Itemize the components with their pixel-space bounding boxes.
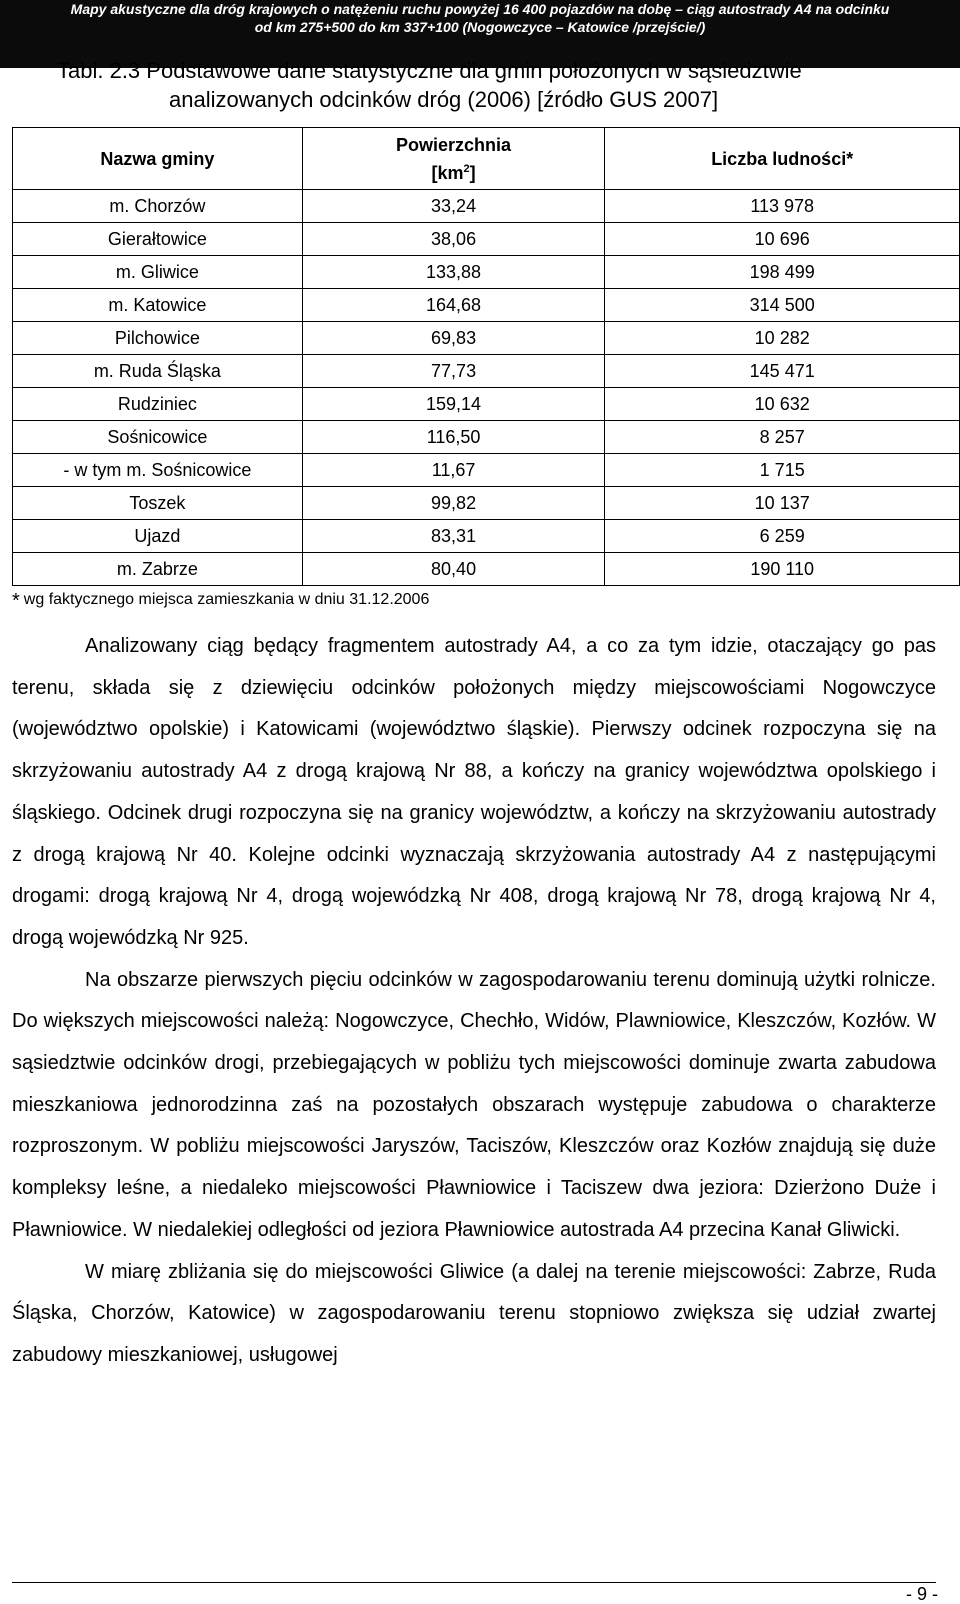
- cell-area: 11,67: [302, 454, 605, 487]
- cell-area: 80,40: [302, 553, 605, 586]
- table-row: [13, 190, 960, 223]
- body-text: [12, 626, 936, 1377]
- header-area: [302, 128, 605, 190]
- cell-area: 116,50: [302, 421, 605, 454]
- cell-population: 113 978: [605, 190, 960, 223]
- header-line-1: Mapy akustyczne dla dróg krajowych o natężeniu ruchu powyżej 16 400 pojazdów na dobę – ciąg autostrady A4 na odcinku: [70, 1, 890, 17]
- caption-line-1: Tabl. 2.3 Podstawowe dane statystyczne dla gmin położonych w sąsiedztwie: [57, 58, 802, 83]
- table-row: [13, 421, 960, 454]
- cell-municipality: m. Zabrze: [13, 553, 303, 586]
- cell-municipality: Rudziniec: [13, 388, 303, 421]
- table-footnote: [12, 590, 429, 611]
- table-row: [13, 520, 960, 553]
- cell-population: 1 715: [605, 454, 960, 487]
- footnote-text: wg faktycznego miejsca zamieszkania w dniu 31.12.2006: [23, 591, 430, 608]
- cell-area: 38,06: [302, 223, 605, 256]
- header-area-unit-post: ]: [469, 162, 476, 183]
- cell-municipality: Gierałtowice: [13, 223, 303, 256]
- cell-area: 99,82: [302, 487, 605, 520]
- cell-area: 77,73: [302, 355, 605, 388]
- cell-municipality: Toszek: [13, 487, 303, 520]
- cell-population: 10 696: [605, 223, 960, 256]
- table-header-row: [13, 128, 960, 190]
- paragraph-1: Analizowany ciąg będący fragmentem autostrady A4, a co za tym idzie, otaczający go pas terenu, składa się z dziewięciu odcinków położonych między miejscowościami Nogowczyce (województwo opolskie) i Katowicami (województwo śląskie). Pierwszy odcinek rozpoczyna się na skrzyżowaniu autostrady A4 z drogą krajową Nr 88, a kończy na granicy województwa opolskiego i śląskiego. Odcinek drugi rozpoczyna się na granicy województw, a kończy na skrzyżowaniu autostrady z drogą krajową Nr 40. Kolejne odcinki wyznaczają skrzyżowania autostrady A4 z następującymi drogami: drogą krajową Nr 4, drogą wojewódzką Nr 408, drogą krajową Nr 78, drogą krajową Nr 4, drogą wojewódzką Nr 925.: [12, 635, 936, 949]
- table-row: [13, 454, 960, 487]
- cell-municipality: Sośnicowice: [13, 421, 303, 454]
- cell-population: 8 257: [605, 421, 960, 454]
- cell-area: 133,88: [302, 256, 605, 289]
- cell-population: 10 137: [605, 487, 960, 520]
- table-row: [13, 355, 960, 388]
- header-area-unit-pre: [km: [431, 162, 464, 183]
- cell-municipality: Pilchowice: [13, 322, 303, 355]
- cell-population: 10 632: [605, 388, 960, 421]
- cell-municipality: m. Ruda Śląska: [13, 355, 303, 388]
- cell-area: 164,68: [302, 289, 605, 322]
- table-row: [13, 322, 960, 355]
- page-number: - 9 -: [905, 1584, 938, 1604]
- table-body: [13, 190, 960, 586]
- cell-area: 159,14: [302, 388, 605, 421]
- table-row: [13, 487, 960, 520]
- header-population: Liczba ludności*: [605, 128, 960, 190]
- table-row: [13, 223, 960, 256]
- cell-area: 69,83: [302, 322, 605, 355]
- footnote-star: *: [12, 590, 20, 612]
- table-row: [13, 553, 960, 586]
- caption-line-2: analizowanych odcinków dróg (2006) [źródło GUS 2007]: [169, 87, 719, 112]
- header-area-label: Powierzchnia: [396, 134, 512, 155]
- cell-population: 198 499: [605, 256, 960, 289]
- header-municipality: Nazwa gminy: [13, 128, 303, 190]
- cell-municipality: Ujazd: [13, 520, 303, 553]
- cell-population: 6 259: [605, 520, 960, 553]
- table-caption: [57, 56, 937, 114]
- cell-municipality: m. Katowice: [13, 289, 303, 322]
- cell-municipality: m. Gliwice: [13, 256, 303, 289]
- cell-municipality: m. Chorzów: [13, 190, 303, 223]
- cell-population: 145 471: [605, 355, 960, 388]
- table-row: [13, 388, 960, 421]
- cell-population: 314 500: [605, 289, 960, 322]
- header-area-unit-sup: 2: [463, 162, 470, 175]
- cell-population: 10 282: [605, 322, 960, 355]
- table-row: [13, 289, 960, 322]
- table-row: [13, 256, 960, 289]
- cell-area: 83,31: [302, 520, 605, 553]
- cell-area: 33,24: [302, 190, 605, 223]
- statistics-table: [12, 127, 960, 586]
- cell-municipality: - w tym m. Sośnicowice: [13, 454, 303, 487]
- paragraph-3: W miarę zbliżania się do miejscowości Gliwice (a dalej na terenie miejscowości: Zabrze, Ruda Śląska, Chorzów, Katowice) w zagospodarowaniu terenu stopniowo zwiększa się udział zwartej zabudowy mieszkaniowej, usługowej: [12, 1260, 936, 1366]
- cell-population: 190 110: [605, 553, 960, 586]
- paragraph-2: Na obszarze pierwszych pięciu odcinków w zagospodarowaniu terenu dominują użytki rolnicze. Do większych miejscowości należą: Nogowczyce, Chechło, Widów, Plawniowice, Kleszczów, Kozłów. W sąsiedztwie odcinków drogi, przebiegających w pobliżu tych miejscowości dominuje zwarta zabudowa mieszkaniowa jednorodzinna zaś na pozostałych obszarach występuje zabudowa o charakterze rozproszonym. W pobliżu miejscowości Jaryszów, Taciszów, Kleszczów oraz Kozłów znajdują się duże kompleksy leśne, a niedaleko miejscowości Pławniowice i Taciszew dwa jeziora: Dzierżono Duże i Pławniowice. W niedalekiej odległości od jeziora Pławniowice autostrada A4 przecina Kanał Gliwicki.: [12, 968, 936, 1241]
- footer-divider: [12, 1582, 936, 1583]
- header-line-2: od km 275+500 do km 337+100 (Nogowczyce – Katowice /przejście/): [254, 19, 706, 35]
